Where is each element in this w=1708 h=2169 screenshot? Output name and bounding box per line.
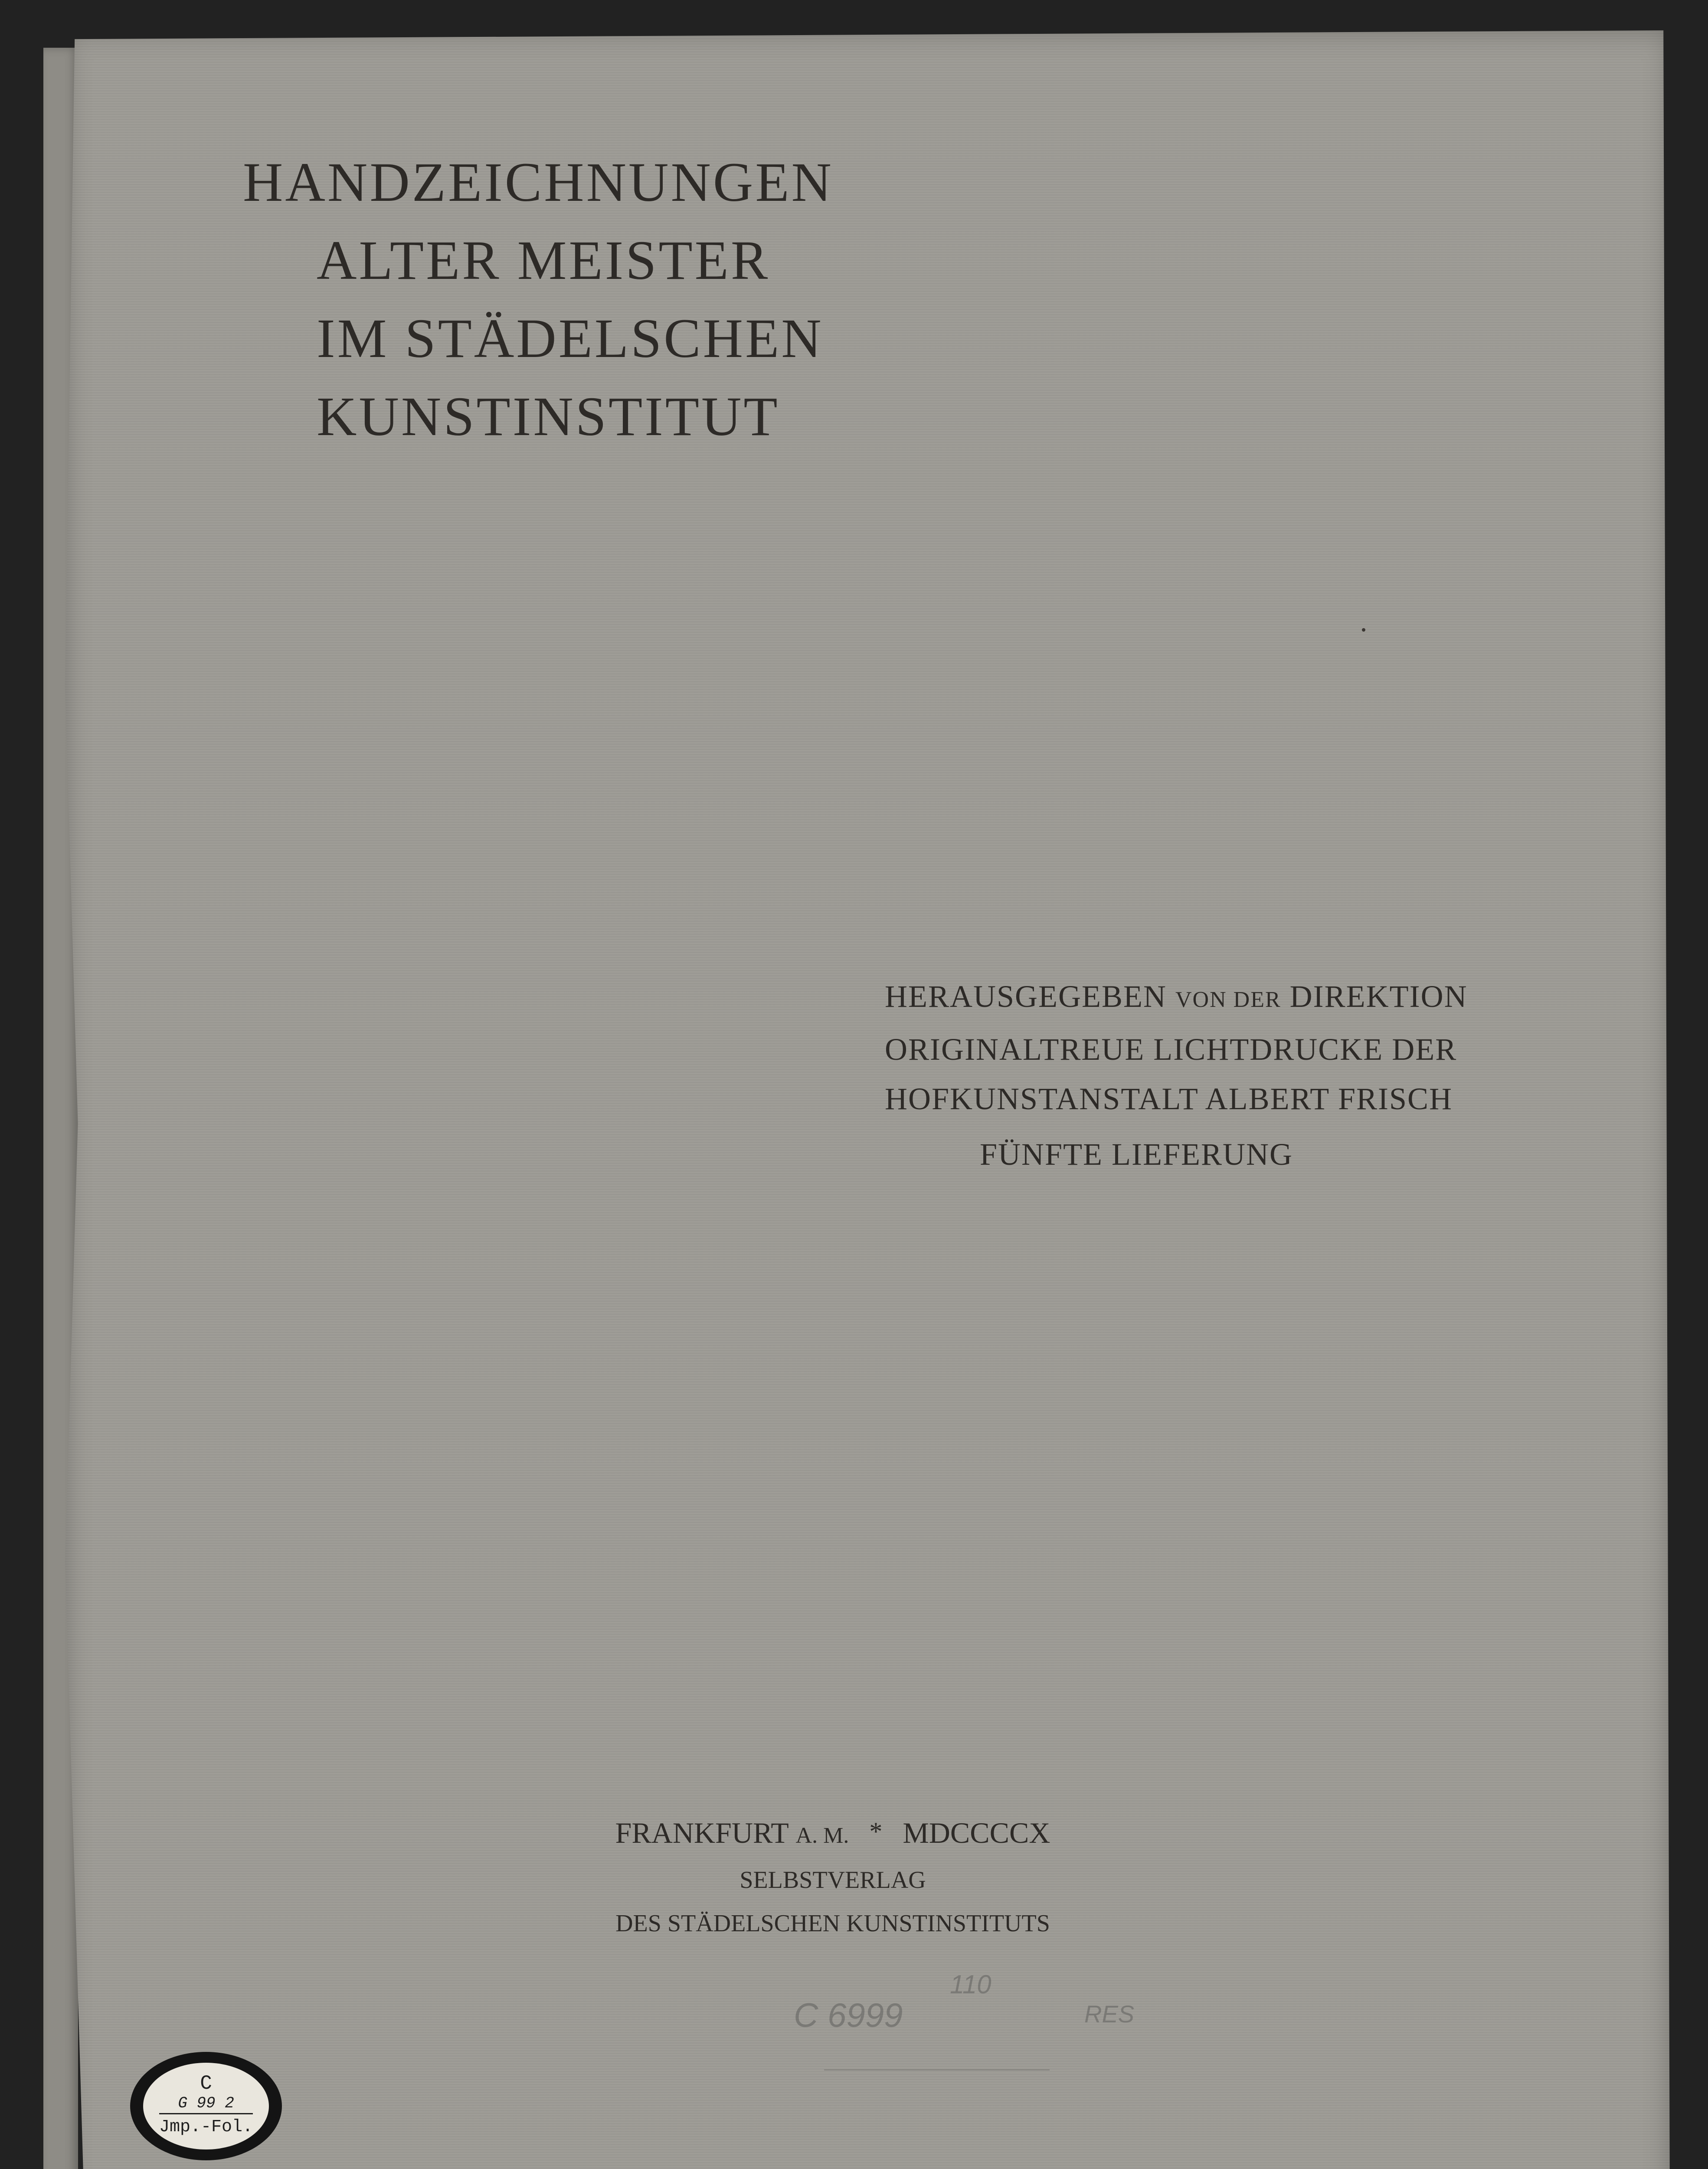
delivery-number: FÜNFTE LIEFERUNG	[979, 1137, 1293, 1172]
title-line: ALTER MEISTER	[317, 229, 770, 291]
stamp-signature: G 99 2	[178, 2094, 234, 2112]
imprint	[573, 1809, 1093, 1945]
editor-line: HOFKUNSTANSTALT ALBERT FRISCH	[885, 1081, 1453, 1116]
document-title	[243, 143, 893, 455]
paper-speck	[1362, 628, 1365, 632]
editor-text: DIREKTION	[1289, 979, 1468, 1014]
editor-statement	[885, 972, 1492, 1179]
editor-text: HERAUSGEGEBEN	[885, 979, 1167, 1014]
pencil-number: 110	[950, 1970, 991, 1999]
imprint-publisher: SELBSTVERLAG	[739, 1867, 926, 1894]
editor-line	[885, 972, 1492, 1025]
pencil-mark	[824, 2069, 1050, 2071]
title-line: HANDZEICHNUNGEN	[243, 151, 834, 213]
star-ornament: *	[869, 1817, 883, 1846]
imprint-city: FRANKFURT	[615, 1816, 789, 1849]
pencil-res: RES	[1084, 2000, 1135, 2028]
library-stamp	[130, 2052, 282, 2160]
imprint-year: MDCCCCX	[903, 1816, 1050, 1849]
editor-line: ORIGINALTREUE LICHTDRUCKE DER	[885, 1032, 1457, 1067]
imprint-city-suffix: A. M.	[795, 1823, 849, 1848]
pencil-shelfmark: C 6999	[794, 1996, 903, 2034]
stamp-label	[143, 2063, 269, 2149]
stamp-format: Jmp.-Fol.	[159, 2113, 253, 2140]
imprint-publisher: DES STÄDELSCHEN KUNSTINSTITUTS	[615, 1910, 1050, 1937]
stamp-letter: C	[200, 2072, 212, 2095]
imprint-place-date	[573, 1809, 1093, 1858]
editor-text: VON DER	[1175, 987, 1281, 1012]
title-line: KUNSTINSTITUT	[317, 386, 780, 447]
title-line: IM STÄDELSCHEN	[317, 308, 824, 369]
